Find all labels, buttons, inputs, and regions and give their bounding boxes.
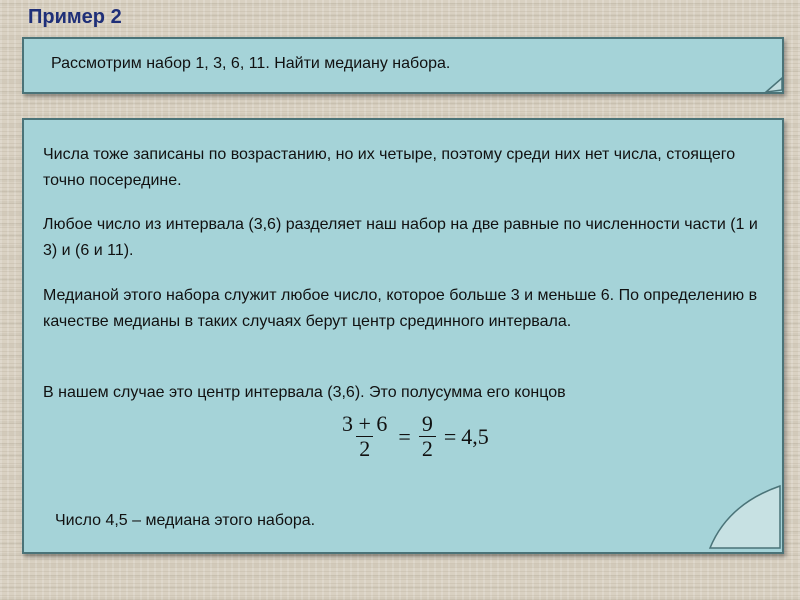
fraction-result-numerator: 9 (421, 411, 433, 436)
fraction-result (419, 412, 436, 461)
conclusion-text: Число 4,5 – медиана этого набора. (55, 512, 316, 529)
paragraph-1: Числа тоже записаны по возрастанию, но их четыре, поэтому среди них нет числа, стоящего точно посередине. (43, 146, 736, 189)
formula-result: 4,5 (461, 423, 489, 449)
explanation-card (22, 118, 784, 554)
page-curl-icon-large (706, 482, 784, 552)
fraction-result-denominator: 2 (419, 436, 436, 461)
fraction-sum-numerator: 3 + 6 (342, 411, 388, 436)
equals-sign-1: = (398, 423, 411, 449)
slide-title: Пример 2 (28, 6, 122, 28)
equals-sign-2: = (443, 423, 457, 449)
page-curl-icon (764, 76, 784, 94)
question-card (22, 37, 784, 94)
question-text: Рассмотрим набор 1, 3, 6, 11. Найти медиану набора. (51, 55, 451, 72)
paragraph-2: Любое число из интервала (3,6) разделяет наш набор на две равные по численности части (1 и 3) и (6 и 11). (43, 216, 758, 259)
fraction-sum-denominator: 2 (356, 436, 373, 461)
paragraph-4: В нашем случае это центр интервала (3,6). Это полусумма его концов (43, 384, 566, 401)
median-formula (336, 412, 489, 461)
paragraph-3: Медианой этого набора служит любое число, которое больше 3 и меньше 6. По определению в качестве медианы в таких случаях берут центр срединного интервала. (43, 287, 758, 330)
fraction-sum (339, 412, 390, 461)
